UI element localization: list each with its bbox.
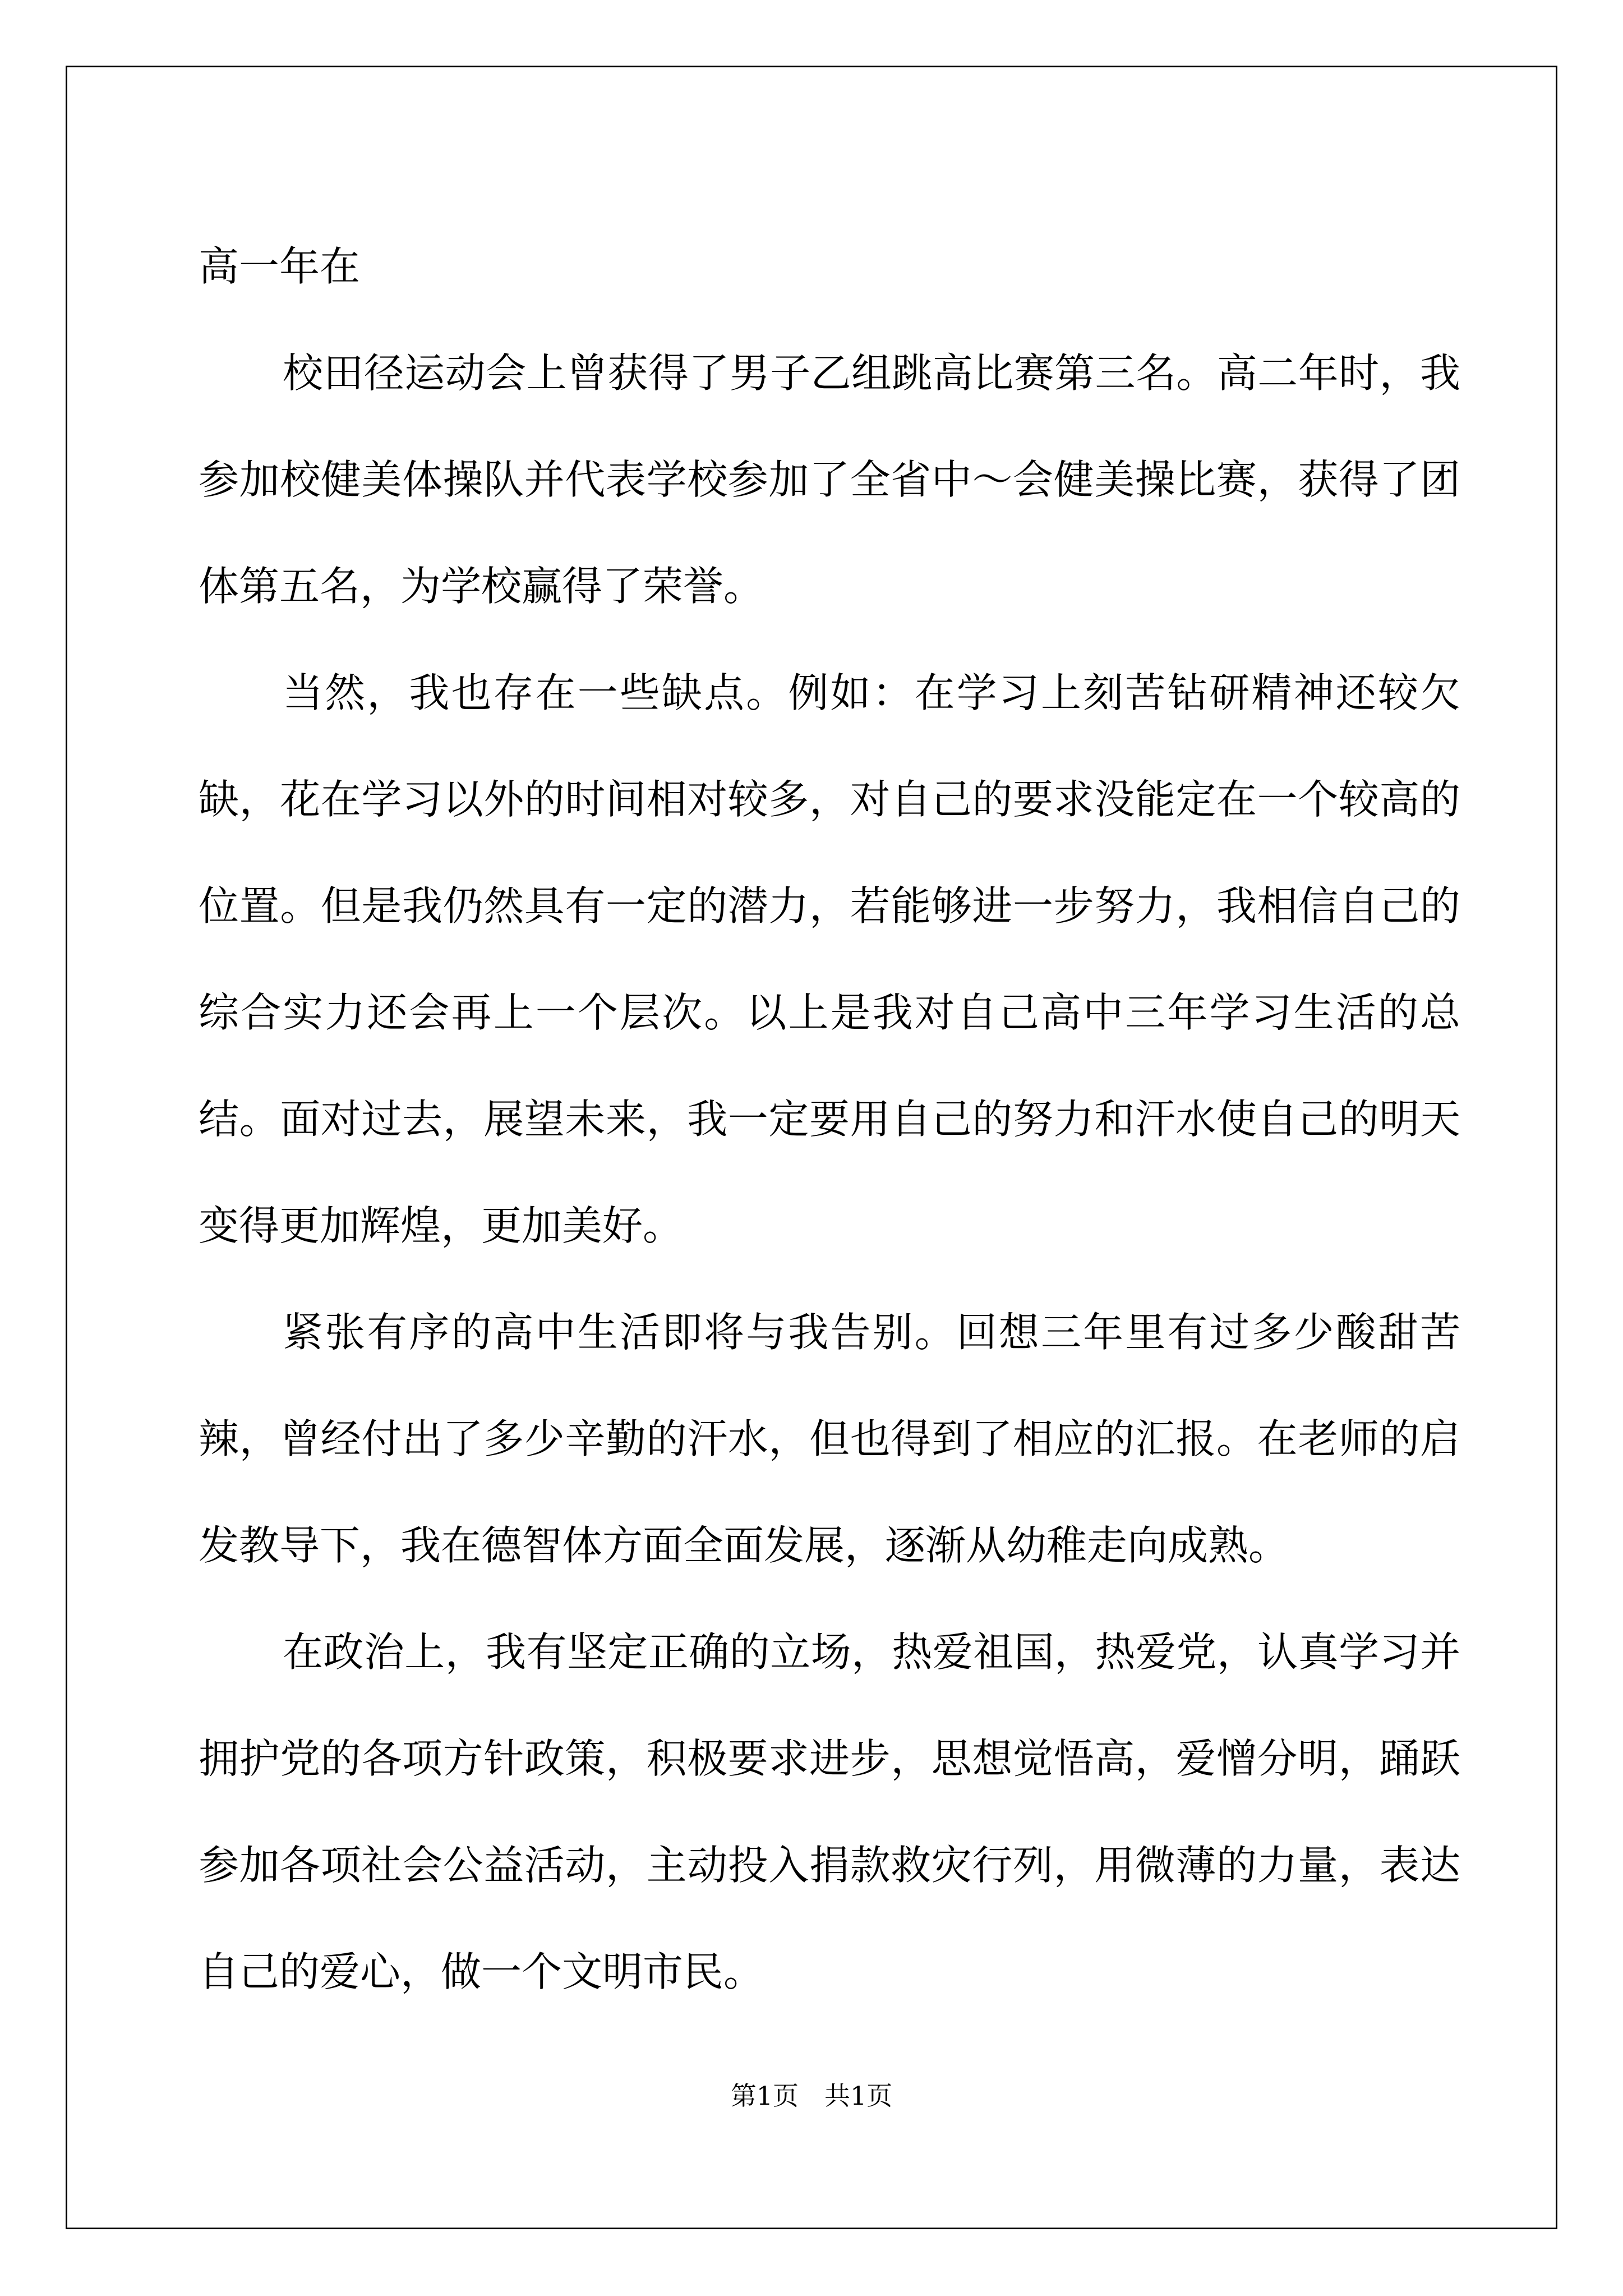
page-number-footer: 第1页 共1页	[730, 2081, 893, 2111]
paragraph-3: 当然，我也存在一些缺点。例如：在学习上刻苦钻研精神还较欠缺，花在学习以外的时间相对较多，对自己的要求没能定在一个较高的位置。但是我仍然具有一定的潜力，若能够进一步努力，我相信自己的综合实力还会再上一个层次。以上是我对自己高中三年学习生活的总结。面对过去，展望未来，我一定要用自己的努力和汗水使自己的明天变得更加辉煌，更加美好。	[199, 669, 1460, 1249]
paragraph-1: 高一年在	[199, 243, 361, 290]
document-body	[199, 213, 1460, 2025]
paragraph-5: 在政治上，我有坚定正确的立场，热爱祖国，热爱党，认真学习并拥护党的各项方针政策，积极要求进步，思想觉悟高，爱憎分明，踊跃参加各项社会公益活动，主动投入捐款救灾行列，用微薄的力量，表达自己的爱心，做一个文明市民。	[199, 1628, 1460, 1995]
paragraph-2: 校田径运动会上曾获得了男子乙组跳高比赛第三名。高二年时，我参加校健美体操队并代表学校参加了全省中～会健美操比赛，获得了团体第五名，为学校赢得了荣誉。	[199, 349, 1460, 610]
paragraph-4: 紧张有序的高中生活即将与我告别。回想三年里有过多少酸甜苦辣，曾经付出了多少辛勤的汗水，但也得到了相应的汇报。在老师的启发教导下，我在德智体方面全面发展，逐渐从幼稚走向成熟。	[199, 1309, 1460, 1569]
